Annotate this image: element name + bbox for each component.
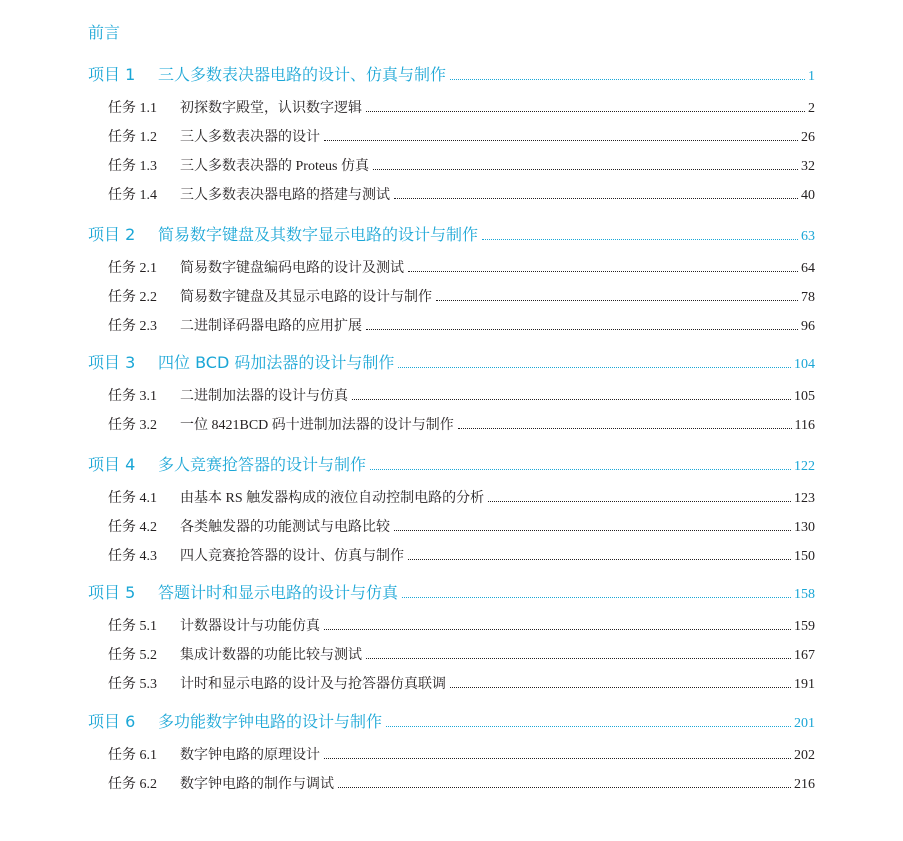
task-title: 三人多数表决器的 Proteus 仿真: [180, 159, 369, 174]
toc-task-entry[interactable]: [108, 286, 815, 306]
task-number: 任务 3.2: [108, 418, 157, 433]
page-number: 40: [801, 188, 815, 203]
dot-leader: [324, 757, 791, 759]
toc-task-entry[interactable]: [108, 257, 815, 277]
toc-task-entry[interactable]: [108, 414, 815, 434]
task-number: 任务 1.1: [108, 101, 157, 116]
dot-leader: [324, 139, 798, 141]
page-number: 202: [794, 748, 815, 763]
project-title: 三人多数表决器电路的设计、仿真与制作: [158, 65, 447, 84]
toc-project-entry[interactable]: [88, 709, 815, 732]
page-number: 64: [801, 261, 815, 276]
toc-project-entry[interactable]: [88, 452, 815, 475]
toc-task-entry[interactable]: [108, 385, 815, 405]
dot-leader: [366, 328, 798, 330]
project-number: 项目 1: [88, 65, 136, 84]
toc-task-entry[interactable]: [108, 744, 815, 764]
toc-task-entry[interactable]: [108, 615, 815, 635]
project-number: 项目 6: [88, 712, 136, 731]
page-number: 159: [794, 619, 815, 634]
dot-leader: [436, 299, 798, 301]
project-number: 项目 5: [88, 583, 136, 602]
task-number: 任务 2.1: [108, 261, 157, 276]
dot-leader: [394, 197, 798, 199]
task-number: 任务 4.2: [108, 520, 157, 535]
task-title: 数字钟电路的原理设计: [180, 748, 320, 763]
toc-task-entry[interactable]: [108, 516, 815, 536]
task-number: 任务 5.2: [108, 648, 157, 663]
task-number: 任务 1.3: [108, 159, 157, 174]
dot-leader: [352, 398, 791, 400]
task-number: 任务 6.1: [108, 748, 157, 763]
page-number: 104: [794, 357, 815, 372]
task-title: 计时和显示电路的设计及与抢答器仿真联调: [180, 677, 446, 692]
toc-task-entry[interactable]: [108, 126, 815, 146]
page-number: 78: [801, 290, 815, 305]
task-title: 数字钟电路的制作与调试: [180, 777, 334, 792]
page-number: 96: [801, 319, 815, 334]
page-number: 216: [794, 777, 815, 792]
dot-leader: [398, 366, 791, 368]
dot-leader: [338, 786, 791, 788]
dot-leader: [488, 500, 791, 502]
dot-leader: [408, 270, 798, 272]
task-title: 简易数字键盘及其显示电路的设计与制作: [180, 290, 432, 305]
task-title: 四人竞赛抢答器的设计、仿真与制作: [180, 549, 404, 564]
toc-task-entry[interactable]: [108, 315, 815, 335]
toc-task-entry[interactable]: [108, 155, 815, 175]
task-number: 任务 5.1: [108, 619, 157, 634]
task-title: 初探数字殿堂，认识数字逻辑: [180, 101, 362, 116]
dot-leader: [482, 238, 798, 240]
task-title: 二进制加法器的设计与仿真: [180, 389, 348, 404]
page-number: 105: [794, 389, 815, 404]
task-number: 任务 4.1: [108, 491, 157, 506]
toc-task-entry[interactable]: [108, 773, 815, 793]
task-number: 任务 3.1: [108, 389, 157, 404]
task-number: 任务 2.2: [108, 290, 157, 305]
dot-leader: [366, 110, 805, 112]
page-number: 201: [794, 716, 815, 731]
page-number: 2: [808, 101, 815, 116]
task-title: 集成计数器的功能比较与测试: [180, 648, 362, 663]
dot-leader: [324, 628, 791, 630]
toc-task-entry[interactable]: [108, 545, 815, 565]
task-title: 各类触发器的功能测试与电路比较: [180, 520, 390, 535]
dot-leader: [366, 657, 791, 659]
project-number: 项目 4: [88, 455, 136, 474]
task-title: 三人多数表决器电路的搭建与测试: [180, 188, 390, 203]
task-title: 二进制译码器电路的应用扩展: [180, 319, 362, 334]
page-number: 116: [794, 418, 815, 433]
task-number: 任务 1.4: [108, 188, 157, 203]
toc-project-entry[interactable]: [88, 62, 815, 85]
dot-leader: [373, 168, 798, 170]
toc-task-entry[interactable]: [108, 184, 815, 204]
project-title: 多人竞赛抢答器的设计与制作: [158, 455, 367, 474]
dot-leader: [408, 558, 791, 560]
page-number: 122: [794, 459, 815, 474]
task-title: 由基本 RS 触发器构成的液位自动控制电路的分析: [180, 491, 485, 506]
dot-leader: [370, 468, 791, 470]
toc-project-entry[interactable]: [88, 580, 815, 603]
task-title: 简易数字键盘编码电路的设计及测试: [180, 261, 404, 276]
task-title: 三人多数表决器的设计: [180, 130, 320, 145]
dot-leader: [402, 596, 791, 598]
page-number: 130: [794, 520, 815, 535]
project-title: 多功能数字钟电路的设计与制作: [158, 712, 383, 731]
toc-project-entry[interactable]: [88, 222, 815, 245]
toc-project-entry[interactable]: [88, 350, 815, 373]
task-number: 任务 5.3: [108, 677, 157, 692]
task-number: 任务 1.2: [108, 130, 157, 145]
toc-task-entry[interactable]: [108, 97, 815, 117]
page-number: 63: [801, 229, 815, 244]
dot-leader: [394, 529, 791, 531]
dot-leader: [458, 427, 792, 429]
task-title: 计数器设计与功能仿真: [180, 619, 320, 634]
dot-leader: [386, 725, 791, 727]
dot-leader: [450, 78, 805, 80]
task-number: 任务 4.3: [108, 549, 157, 564]
page-number: 1: [808, 69, 815, 84]
page-number: 150: [794, 549, 815, 564]
page-number: 191: [794, 677, 815, 692]
project-number: 项目 2: [88, 225, 136, 244]
page-number: 26: [801, 130, 815, 145]
preface-heading[interactable]: 前言: [88, 23, 121, 42]
page-number: 158: [794, 587, 815, 602]
project-number: 项目 3: [88, 353, 136, 372]
task-title: 一位 8421BCD 码十进制加法器的设计与制作: [180, 418, 454, 433]
page-number: 32: [801, 159, 815, 174]
task-number: 任务 2.3: [108, 319, 157, 334]
task-number: 任务 6.2: [108, 777, 157, 792]
project-title: 答题计时和显示电路的设计与仿真: [158, 583, 399, 602]
toc-task-entry[interactable]: [108, 644, 815, 664]
toc-task-entry[interactable]: [108, 487, 815, 507]
page-number: 123: [794, 491, 815, 506]
project-title: 简易数字键盘及其数字显示电路的设计与制作: [158, 225, 479, 244]
page-number: 167: [794, 648, 815, 663]
project-title: 四位 BCD 码加法器的设计与制作: [158, 353, 395, 372]
toc-task-entry[interactable]: [108, 673, 815, 693]
dot-leader: [450, 686, 791, 688]
